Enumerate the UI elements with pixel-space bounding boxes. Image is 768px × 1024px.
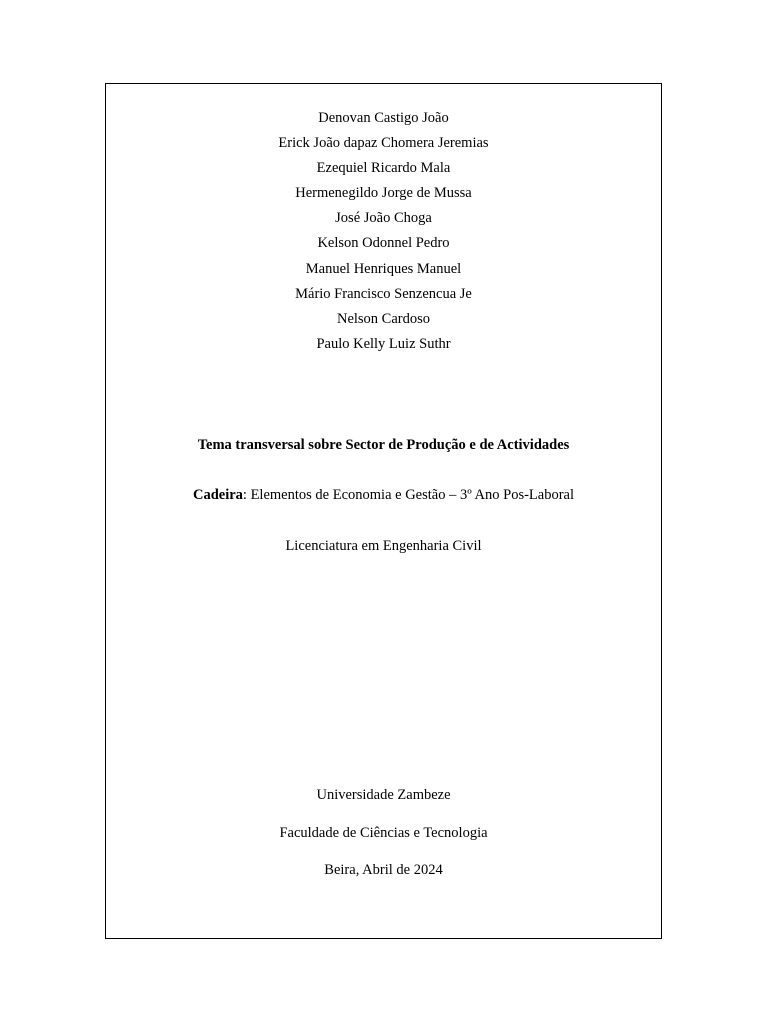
course-separator: :	[242, 487, 251, 503]
course-label: Cadeira	[192, 487, 243, 503]
author-name: Mário Francisco Senzencua Je	[295, 286, 472, 302]
document-theme-title: Tema transversal sobre Sector de Produção e de Actividades	[197, 437, 570, 453]
author-name: Hermenegildo Jorge de Mussa	[295, 185, 472, 201]
course-value: Elementos de Economia e Gestão – 3º Ano Pos-Laboral	[250, 487, 574, 503]
course-line	[106, 486, 661, 504]
author-name: Ezequiel Ricardo Mala	[316, 160, 451, 176]
author-name: Denovan Castigo João	[318, 110, 449, 126]
faculty-name: Faculdade de Ciências e Tecnologia	[279, 825, 488, 841]
author-name: José João Choga	[335, 210, 432, 226]
author-name: Kelson Odonnel Pedro	[317, 235, 450, 251]
place-and-date: Beira, Abril de 2024	[324, 862, 443, 878]
cover-border-frame	[105, 83, 662, 939]
author-name: Paulo Kelly Luiz Suthr	[316, 336, 451, 352]
author-name: Erick João dapaz Chomera Jeremias	[278, 135, 489, 151]
degree-program: Licenciatura em Engenharia Civil	[285, 538, 482, 554]
author-name: Nelson Cardoso	[336, 311, 431, 327]
author-name: Manuel Henriques Manuel	[305, 261, 462, 277]
university-name: Universidade Zambeze	[316, 787, 451, 803]
